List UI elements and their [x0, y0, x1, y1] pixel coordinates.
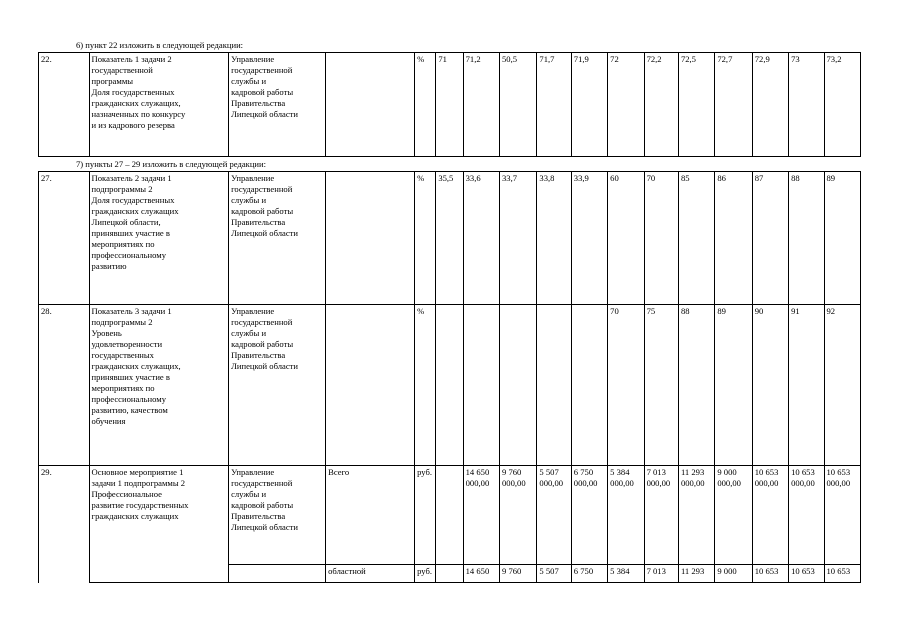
- value-cell: 9 000: [715, 565, 752, 583]
- value-cell: 70: [644, 172, 678, 305]
- value-line: 000,00: [791, 478, 815, 488]
- indicator-name: [89, 305, 229, 466]
- value-cell: 9 760: [500, 565, 537, 583]
- unit: руб.: [415, 466, 436, 565]
- value-cell: 90: [752, 305, 788, 466]
- value-cell: 89: [824, 172, 861, 305]
- value-cell: [789, 466, 824, 565]
- text-line: государственной: [231, 184, 293, 194]
- text-line: развитию, качеством: [91, 405, 168, 415]
- executor: [229, 172, 326, 305]
- value-cell: 85: [678, 172, 714, 305]
- text-line: государственной: [231, 478, 293, 488]
- text-line: развитие государственных: [91, 500, 189, 510]
- value-cell: 71,9: [571, 53, 607, 157]
- text-line: мероприятиях по: [91, 383, 155, 393]
- text-line: кадровой работы: [231, 206, 294, 216]
- value-line: 5 384: [610, 467, 630, 477]
- text-line: Управление: [231, 306, 275, 316]
- value-cell: [824, 466, 861, 565]
- text-line: кадровой работы: [231, 87, 294, 97]
- text-line: мероприятиях по: [91, 239, 155, 249]
- table-row-22: [38, 52, 861, 157]
- value-cell: [537, 466, 571, 565]
- value-cell: [678, 466, 714, 565]
- value-cell: [436, 565, 463, 583]
- text-line: службы и: [231, 328, 267, 338]
- unit: %: [415, 172, 436, 305]
- value-cell: 5 507: [537, 565, 571, 583]
- executor-empty: [229, 565, 326, 583]
- executor: [229, 53, 326, 157]
- value-cell: 72,5: [678, 53, 714, 157]
- value-cell: 73,2: [824, 53, 861, 157]
- value-line: 9 000: [717, 467, 737, 477]
- value-cell: 72,9: [752, 53, 788, 157]
- value-line: 000,00: [465, 478, 490, 488]
- text-line: государственных: [91, 350, 154, 360]
- source: [326, 305, 415, 466]
- text-line: Правительства: [231, 511, 286, 521]
- text-line: принявших участие в: [91, 372, 170, 382]
- value-cell: 14 650: [463, 565, 499, 583]
- indicator-name: [89, 172, 229, 305]
- value-cell: 60: [608, 172, 644, 305]
- indicator-name: [89, 53, 229, 157]
- text-line: государственной: [231, 65, 293, 75]
- text-line: Показатель 1 задачи 2: [91, 54, 172, 64]
- row-number: 28.: [39, 305, 90, 466]
- value-line: 14 650: [465, 467, 490, 477]
- source: Всего: [326, 466, 415, 565]
- value-cell: 72,2: [644, 53, 678, 157]
- value-cell: 33,9: [571, 172, 607, 305]
- value-cell: [436, 305, 463, 466]
- text-line: программы: [91, 76, 134, 86]
- value-cell: [715, 466, 752, 565]
- text-line: Липецкой области: [231, 361, 299, 371]
- text-line: кадровой работы: [231, 339, 294, 349]
- value-cell: 71: [436, 53, 463, 157]
- value-line: 000,00: [680, 478, 705, 488]
- value-line: 000,00: [646, 478, 671, 488]
- table-row-27: [39, 172, 861, 305]
- value-cell: 10 653: [824, 565, 861, 583]
- value-line: 000,00: [826, 478, 851, 488]
- text-line: Правительства: [231, 98, 286, 108]
- source: [326, 53, 415, 157]
- text-line: задачи 1 подпрограммы 2: [91, 478, 186, 488]
- intro-22-text: 6) пункт 22 изложить в следующей редакции:: [76, 40, 244, 50]
- unit: %: [415, 53, 436, 157]
- text-line: обучения: [91, 416, 126, 426]
- value-line: 10 653: [826, 467, 851, 477]
- value-cell: [752, 466, 788, 565]
- value-cell: 73: [789, 53, 824, 157]
- text-line: Липецкой области: [231, 228, 299, 238]
- value-cell: 33,6: [463, 172, 499, 305]
- text-line: Основное мероприятие 1: [91, 467, 184, 477]
- value-cell: 86: [715, 172, 752, 305]
- value-line: 000,00: [717, 478, 741, 488]
- intro-27-text: 7) пункты 27 – 29 изложить в следующей редакции:: [76, 159, 267, 169]
- value-cell: 5 384: [608, 565, 644, 583]
- text-line: Липецкой области: [231, 109, 299, 119]
- text-line: Показатель 2 задачи 1: [91, 173, 172, 183]
- indicator-name: [89, 466, 229, 583]
- text-line: гражданских служащих,: [91, 361, 181, 371]
- value-cell: [537, 305, 571, 466]
- value-line: 000,00: [573, 478, 598, 488]
- value-cell: [463, 305, 499, 466]
- value-line: 9 760: [502, 467, 522, 477]
- text-line: Липецкой области,: [91, 217, 161, 227]
- value-cell: 6 750: [571, 565, 607, 583]
- text-line: Правительства: [231, 217, 286, 227]
- text-line: Профессиональное: [91, 489, 162, 499]
- value-cell: 71,7: [537, 53, 571, 157]
- table-row-28: [39, 305, 861, 466]
- text-line: службы и: [231, 489, 267, 499]
- value-cell: 33,8: [537, 172, 571, 305]
- value-cell: 87: [752, 172, 788, 305]
- text-line: удовлетворенности: [91, 339, 163, 349]
- value-cell: 7 013: [644, 565, 678, 583]
- executor: [229, 305, 326, 466]
- value-line: 5 507: [539, 467, 559, 477]
- text-line: гражданских служащих: [91, 511, 179, 521]
- text-line: Правительства: [231, 350, 286, 360]
- value-cell: 11 293: [678, 565, 714, 583]
- value-cell: 10 653: [752, 565, 788, 583]
- value-line: 000,00: [502, 478, 526, 488]
- value-cell: [463, 466, 499, 565]
- value-cell: 88: [678, 305, 714, 466]
- value-cell: [436, 466, 463, 565]
- text-line: службы и: [231, 76, 267, 86]
- value-cell: 35,5: [436, 172, 463, 305]
- value-line: 000,00: [754, 478, 779, 488]
- value-cell: [571, 305, 607, 466]
- value-cell: 89: [715, 305, 752, 466]
- value-line: 11 293: [680, 467, 705, 477]
- text-line: Управление: [231, 54, 275, 64]
- value-cell: [644, 466, 678, 565]
- text-line: развитию: [91, 261, 127, 271]
- text-line: и из кадрового резерва: [91, 120, 175, 130]
- text-line: кадровой работы: [231, 500, 294, 510]
- value-cell: 71,2: [463, 53, 499, 157]
- value-line: 6 750: [573, 467, 594, 477]
- value-cell: 72: [608, 53, 644, 157]
- value-cell: 92: [824, 305, 861, 466]
- text-line: гражданских служащих,: [91, 98, 181, 108]
- table-rows-27-29: [38, 171, 861, 583]
- text-line: назначенных по конкурсу: [91, 109, 186, 119]
- text-line: службы и: [231, 195, 267, 205]
- text-line: Управление: [231, 173, 275, 183]
- value-cell: [608, 466, 644, 565]
- value-line: 10 653: [754, 467, 779, 477]
- value-line: 10 653: [791, 467, 815, 477]
- value-cell: [571, 466, 607, 565]
- text-line: Доля государственных: [91, 87, 175, 97]
- value-line: 000,00: [539, 478, 564, 488]
- source: [326, 172, 415, 305]
- unit: %: [415, 305, 436, 466]
- value-cell: 33,7: [500, 172, 537, 305]
- text-line: подпрограммы 2: [91, 184, 153, 194]
- text-line: Липецкой области: [231, 522, 299, 532]
- source: областной: [326, 565, 415, 583]
- text-line: гражданских служащих: [91, 206, 179, 216]
- unit: руб.: [415, 565, 436, 583]
- value-cell: 72,7: [715, 53, 752, 157]
- row-number: 29.: [39, 466, 90, 583]
- value-cell: 50,5: [500, 53, 537, 157]
- value-cell: [500, 305, 537, 466]
- value-cell: [500, 466, 537, 565]
- value-cell: 10 653: [789, 565, 824, 583]
- text-line: подпрограммы 2: [91, 317, 153, 327]
- text-line: принявших участие в: [91, 228, 170, 238]
- text-line: Доля государственных: [91, 195, 175, 205]
- text-line: профессиональному: [91, 394, 167, 404]
- executor: [229, 466, 326, 565]
- value-line: 000,00: [610, 478, 634, 488]
- value-cell: 70: [608, 305, 644, 466]
- value-cell: 91: [789, 305, 824, 466]
- text-line: государственной: [91, 65, 153, 75]
- text-line: государственной: [231, 317, 293, 327]
- row-number: 22.: [39, 53, 90, 157]
- text-line: Показатель 3 задачи 1: [91, 306, 172, 316]
- text-line: Управление: [231, 467, 275, 477]
- value-line: 7 013: [646, 467, 666, 477]
- value-cell: 88: [789, 172, 824, 305]
- row-number: 27.: [39, 172, 90, 305]
- table-row-29: [39, 466, 861, 565]
- text-line: профессиональному: [91, 250, 167, 260]
- text-line: Уровень: [91, 328, 122, 338]
- value-cell: 75: [644, 305, 678, 466]
